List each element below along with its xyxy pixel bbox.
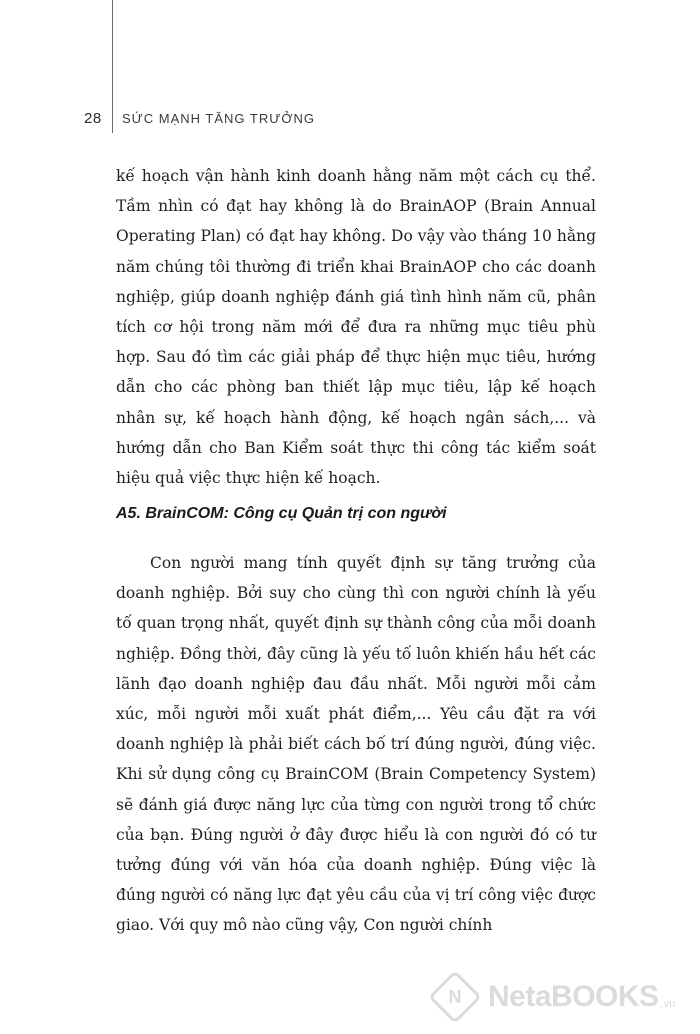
watermark-text: NetaBOOKS xyxy=(488,980,659,1013)
page-number: 28 xyxy=(84,110,102,127)
section-heading: A5. BrainCOM: Công cụ Quản trị con người xyxy=(116,505,447,522)
running-title: SỨC MẠNH TĂNG TRƯỞNG xyxy=(122,111,315,126)
watermark-logo-letter: N xyxy=(448,986,462,1007)
header-vertical-rule xyxy=(112,0,113,133)
netabooks-logo-icon xyxy=(428,970,482,1024)
watermark-suffix: .vn xyxy=(660,998,676,1010)
body-paragraph-2: Con người mang tính quyết định sự tăng trưởng của doanh nghiệp. Bởi suy cho cùng thì con người chính là yếu tố quan trọng nhất, quyết định sự thành công của mỗi doanh nghiệp. Đồng thời, đây cũng là yếu tố luôn khiến hầu hết các lãnh đạo doanh nghiệp đau đầu nhất. Mỗi người mỗi cảm xúc, mỗi người mỗi xuất phát điểm,... Yêu cầu đặt ra với doanh nghiệp là phải biết cách bố trí đúng người, đúng việc. Khi sử dụng công cụ BrainCOM (Brain Competency System) sẽ đánh giá được năng lực của từng con người trong tổ chức của bạn. Đúng người ở đây được hiểu là con người đó có tư tưởng đúng với văn hóa của doanh nghiệp. Đúng việc là đúng người có năng lực đạt yêu cầu của vị trí công việc được giao. Với quy mô nào cũng vậy, Con người chính xyxy=(116,554,596,935)
watermark xyxy=(430,972,690,1022)
body-paragraph-1: kế hoạch vận hành kinh doanh hằng năm một cách cụ thể. Tầm nhìn có đạt hay không là do BrainAOP (Brain Annual Operating Plan) có đạt hay không. Do vậy vào tháng 10 hằng năm chúng tôi thường đi triển khai BrainAOP cho các doanh nghiệp, giúp doanh nghiệp đánh giá tình hình năm cũ, phân tích cơ hội trong năm mới để đưa ra những mục tiêu phù hợp. Sau đó tìm các giải pháp để thực hiện mục tiêu, hướng dẫn cho các phòng ban thiết lập mục tiêu, lập kế hoạch nhân sự, kế hoạch hành động, kế hoạch ngân sách,... và hướng dẫn cho Ban Kiểm soát thực thi công tác kiểm soát hiệu quả việc thực hiện kế hoạch. xyxy=(116,167,596,488)
